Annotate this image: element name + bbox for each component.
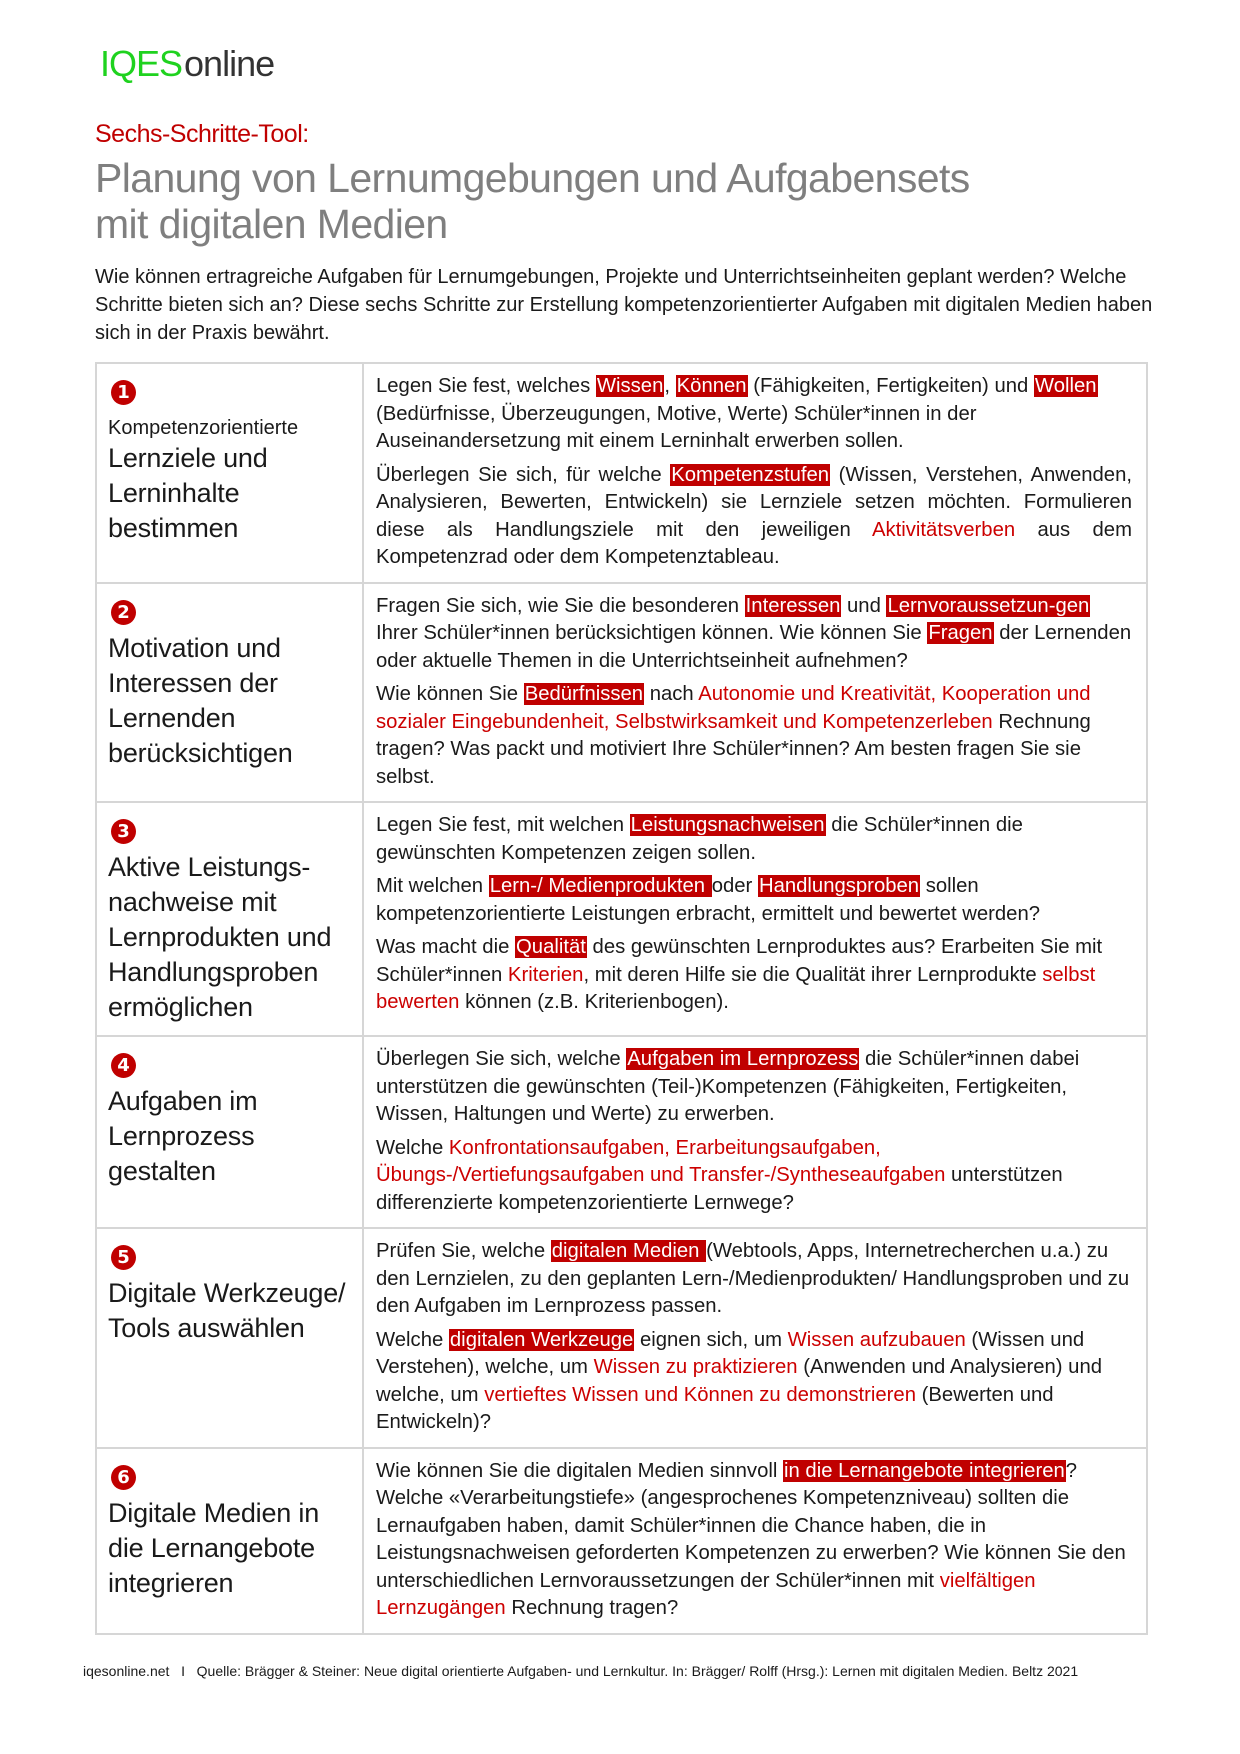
step-5-description-cell bbox=[363, 1228, 1147, 1448]
title-line-2: mit digitalen Medien bbox=[95, 201, 448, 247]
step-6-title: Digitale Medien in die Lernangebote integrieren bbox=[108, 1497, 320, 1598]
page-title bbox=[95, 155, 1095, 247]
red-text-wissen-aufzubauen: Wissen aufzubauen bbox=[787, 1328, 966, 1351]
highlight-aufgaben-im-lernprozess: Aufgaben im Lernprozess bbox=[627, 1048, 859, 1070]
red-text-vertieftes-wissen: vertieftes Wissen und Können zu demonstrieren bbox=[484, 1383, 916, 1406]
step-2-description-cell bbox=[363, 583, 1147, 803]
step-3-heading-cell bbox=[96, 802, 363, 1036]
red-text-aktivitaetsverben: Aktivitätsverben bbox=[871, 518, 1016, 541]
red-text-aufgabentypen: Konfrontationsaufgaben, Erarbeitungsaufgaben, Übungs-/Vertiefungsaufgaben und Transfer-/Syntheseaufgaben bbox=[376, 1136, 946, 1186]
text: Was macht die bbox=[376, 936, 516, 958]
text: des gewünschten Lernproduktes aus? Erarbeiten Sie mit Schüler*innen bbox=[376, 936, 1103, 986]
text: Wie können Sie bbox=[376, 683, 524, 705]
step-6-description-cell bbox=[363, 1448, 1147, 1634]
text: Überlegen Sie sich, welche bbox=[376, 1048, 627, 1070]
text: (Wissen und Verstehen), welche, um bbox=[376, 1328, 1085, 1378]
text: , mit deren Hilfe sie die Qualität ihrer Lernprodukte bbox=[583, 963, 1043, 986]
text: die Schüler*innen dabei unterstützen die gewünschten (Teil-)Kompetenzen (Fähigkeiten, Fertigkeiten, Wissen, Haltungen und Werte) zu erwerben. bbox=[376, 1048, 1080, 1125]
highlight-medienprodukten: Lern-/ Medienprodukten bbox=[489, 875, 711, 897]
text: Fragen Sie sich, wie Sie die besonderen bbox=[376, 594, 745, 617]
step-3-paragraph-1 bbox=[376, 812, 1132, 867]
step-5-number-badge-icon: 5 bbox=[111, 1245, 136, 1270]
text: Welche bbox=[376, 1136, 449, 1159]
step-row-1 bbox=[96, 363, 1147, 583]
footer-separator: I bbox=[181, 1663, 185, 1679]
step-6-number-badge-icon: 6 bbox=[111, 1465, 136, 1490]
step-3-paragraph-2 bbox=[376, 873, 1132, 928]
highlight-beduerfnissen: Bedürfnissen bbox=[524, 683, 644, 705]
footer-source: Quelle: Brägger & Steiner: Neue digital orientierte Aufgaben- und Lernkultur. In: Brägger/ Rolff (Hrsg.): Lernen mit digitalen Medien. Beltz 2021 bbox=[196, 1663, 1079, 1679]
title-line-1: Planung von Lernumgebungen und Aufgabensets bbox=[95, 155, 970, 201]
highlight-digitalen-medien: digitalen Medien bbox=[551, 1240, 706, 1262]
text: die Schüler*innen die gewünschten Kompetenzen zeigen sollen. bbox=[376, 814, 1023, 864]
step-3-number-badge-icon: 3 bbox=[111, 819, 136, 844]
step-4-paragraph-1 bbox=[376, 1046, 1132, 1129]
text: (Bedürfnisse, Überzeugungen, Motive, Werte) Schüler*innen in der Auseinandersetzung mit einem Lerninhalt erwerben sollen. bbox=[376, 402, 977, 452]
step-4-title: Aufgaben im Lernprozess gestalten bbox=[108, 1086, 258, 1186]
text: Rechnung tragen? bbox=[505, 1597, 679, 1619]
highlight-wollen: Wollen bbox=[1034, 375, 1097, 397]
text: (Webtools, Apps, Internetrecherchen u.a.) zu den Lernzielen, zu den geplanten Lern-/Medienprodukten/ Handlungsproben und zu den Aufgaben im Lernprozess passen. bbox=[376, 1240, 1130, 1317]
step-1-paragraph-1 bbox=[376, 373, 1132, 456]
red-text-autonomie: Autonomie und Kreativität, Kooperation und sozialer Eingebundenheit, Selbstwirksamkeit und Kompetenzerleben bbox=[376, 683, 1091, 733]
highlight-lernvoraussetzungen: Lernvoraussetzun-gen bbox=[887, 594, 1090, 617]
step-row-4 bbox=[96, 1036, 1147, 1228]
text: oder bbox=[711, 875, 758, 897]
step-2-paragraph-1 bbox=[376, 593, 1132, 676]
text: der Lernenden oder aktuelle Themen in die Unterrichtseinheit aufnehmen? bbox=[376, 622, 1132, 672]
red-text-wissen-praktizieren: Wissen zu praktizieren bbox=[593, 1356, 798, 1378]
step-4-paragraph-2 bbox=[376, 1135, 1132, 1218]
highlight-interessen: Interessen bbox=[745, 594, 841, 617]
highlight-kompetenzstufen: Kompetenzstufen bbox=[671, 463, 830, 486]
logo-iqes: IQES bbox=[100, 43, 183, 84]
step-6-paragraph-1 bbox=[376, 1458, 1132, 1623]
highlight-fragen: Fragen bbox=[928, 622, 993, 644]
red-text-kriterien: Kriterien bbox=[507, 963, 584, 986]
text: , bbox=[664, 375, 676, 397]
step-5-heading-cell bbox=[96, 1228, 363, 1448]
text: ? Welche «Verarbeitungstiefe» (angesprochenes Kompetenzniveau) sollten die Lernaufgaben haben, damit Schüler*innen die Chance haben, die in Leistungsnachweisen geforderten Kompetenzen zu erwerben? Wie können Sie den unterschiedlichen Lernvoraussetzungen der Schüler*innen mit bbox=[376, 1459, 1126, 1592]
step-3-title: Aktive Leistungs-nachweise mit Lernprodukten und Handlungsproben ermöglichen bbox=[108, 852, 332, 1022]
text: Welche bbox=[376, 1328, 449, 1351]
step-2-title: Motivation und Interessen der Lernenden berücksichtigen bbox=[108, 632, 293, 768]
logo-online: online bbox=[184, 43, 275, 84]
highlight-wissen: Wissen bbox=[596, 375, 664, 397]
text: Überlegen Sie sich, für welche bbox=[376, 463, 671, 486]
footer-site-link[interactable]: iqesonline.net bbox=[83, 1663, 170, 1679]
red-text-selbst-bewerten: selbst bewerten bbox=[376, 963, 1096, 1013]
step-1-title: Lernziele und Lerninhalte bestimmen bbox=[108, 443, 268, 543]
step-row-3 bbox=[96, 802, 1147, 1036]
highlight-koennen: Können bbox=[676, 375, 747, 397]
step-6-heading-cell bbox=[96, 1448, 363, 1634]
text: Prüfen Sie, welche bbox=[376, 1240, 551, 1262]
text: Wie können Sie die digitalen Medien sinnvoll bbox=[376, 1459, 783, 1482]
intro-paragraph: Wie können ertragreiche Aufgaben für Lernumgebungen, Projekte und Unterrichtseinheiten geplant werden? Welche Schritte bieten sich an? Diese sechs Schritte zur Erstellung kompetenzorientierter Aufgaben mit digitalen Medien haben sich in der Praxis bewährt. bbox=[95, 266, 1153, 344]
step-2-number-badge-icon: 2 bbox=[111, 600, 136, 625]
text: (Wissen, Verstehen, Anwenden, Analysieren, Bewerten, Entwickeln) sie Lernziele setzen möchten. Formulieren diese als Handlungsziele mit den jeweiligen bbox=[376, 463, 1132, 541]
document-kicker: Sechs-Schritte-Tool: bbox=[95, 120, 309, 148]
step-row-5 bbox=[96, 1228, 1147, 1448]
step-2-heading-cell bbox=[96, 583, 363, 803]
step-1-description-cell bbox=[363, 363, 1147, 583]
text: können (z.B. Kriterienbogen). bbox=[459, 991, 729, 1013]
step-3-description-cell bbox=[363, 802, 1147, 1036]
text: eignen sich, um bbox=[634, 1328, 788, 1351]
step-1-paragraph-2 bbox=[376, 462, 1132, 572]
text: (Bewerten und Entwickeln)? bbox=[376, 1383, 1054, 1433]
step-row-6 bbox=[96, 1448, 1147, 1634]
step-4-heading-cell bbox=[96, 1036, 363, 1228]
text: (Anwenden und Analysieren) und welche, um bbox=[376, 1356, 1103, 1406]
text: Mit welchen bbox=[376, 875, 489, 897]
text: Legen Sie fest, welches bbox=[376, 375, 596, 397]
step-5-paragraph-1 bbox=[376, 1238, 1132, 1321]
text: Rechnung tragen? Was packt und motiviert Ihre Schüler*innen? Am besten fragen Sie sie selbst. bbox=[376, 710, 1091, 788]
step-1-heading-cell bbox=[96, 363, 363, 583]
step-row-2 bbox=[96, 583, 1147, 803]
step-5-title: Digitale Werkzeuge/ Tools auswählen bbox=[108, 1278, 346, 1343]
step-3-paragraph-3 bbox=[376, 934, 1132, 1017]
step-1-number-badge-icon: 1 bbox=[111, 380, 136, 405]
step-4-number-badge-icon: 4 bbox=[111, 1053, 136, 1078]
text: Ihrer Schüler*innen berücksichtigen können. Wie können Sie bbox=[376, 622, 928, 644]
highlight-digitalen-werkzeuge: digitalen Werkzeuge bbox=[449, 1328, 634, 1351]
highlight-leistungsnachweisen: Leistungsnachweisen bbox=[630, 814, 825, 836]
highlight-qualitaet: Qualität bbox=[516, 936, 586, 958]
text: sollen kompetenzorientierte Leistungen erbracht, ermittelt und bewertet werden? bbox=[376, 875, 1041, 925]
step-1-small-label: Kompetenzorientierte bbox=[108, 417, 299, 439]
highlight-handlungsproben: Handlungsproben bbox=[758, 875, 920, 897]
six-steps-table bbox=[95, 362, 1148, 1635]
text: (Fähigkeiten, Fertigkeiten) und bbox=[747, 375, 1034, 397]
step-2-paragraph-2 bbox=[376, 681, 1132, 791]
page-footer bbox=[83, 1663, 1078, 1679]
text: und bbox=[841, 594, 887, 617]
text: Legen Sie fest, mit welchen bbox=[376, 814, 630, 836]
text: unterstützen differenzierte kompetenzorientierte Lernwege? bbox=[376, 1164, 1063, 1214]
iqes-online-logo bbox=[100, 43, 275, 84]
step-5-paragraph-2 bbox=[376, 1327, 1132, 1437]
red-text-vielfaeltige-lernzugaenge: vielfältigen Lernzugängen bbox=[376, 1569, 1036, 1619]
text: aus dem Kompetenzrad oder dem Kompetenztableau. bbox=[376, 518, 1132, 568]
text: nach bbox=[644, 683, 699, 705]
step-4-description-cell bbox=[363, 1036, 1147, 1228]
highlight-lernangebote-integrieren: in die Lernangebote integrieren bbox=[784, 1459, 1065, 1482]
